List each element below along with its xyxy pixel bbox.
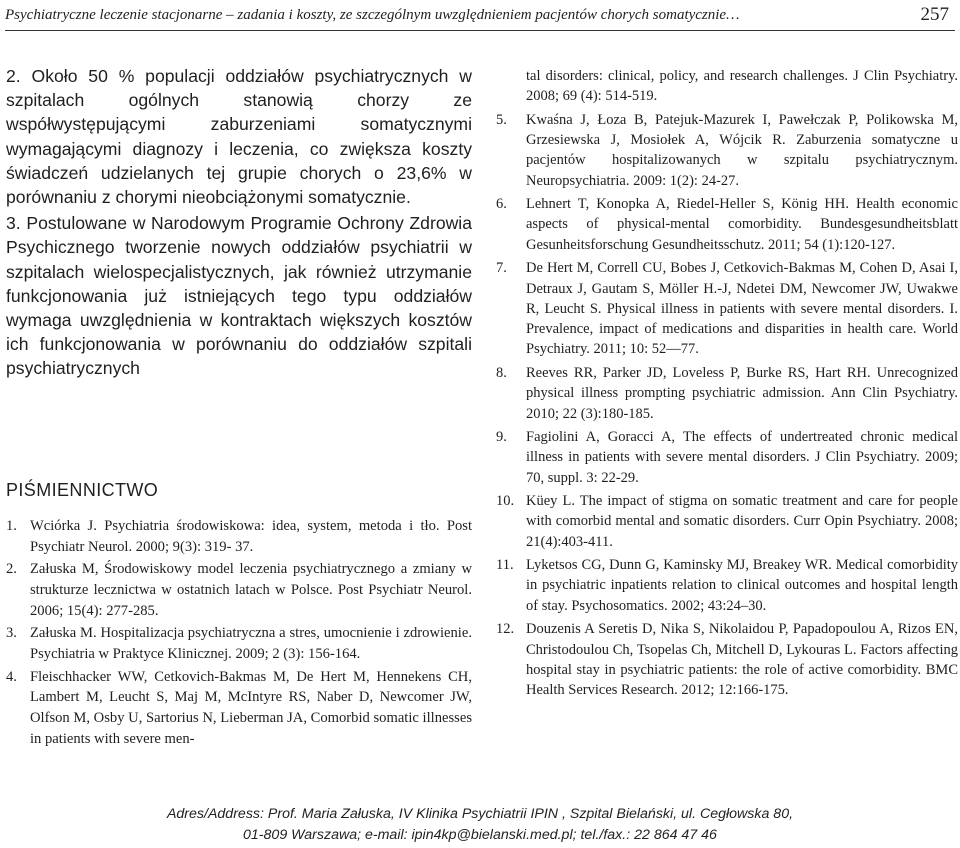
reference-number: 8. (496, 364, 507, 381)
reference-text: Douzenis A Seretis D, Nika S, Nikolaidou P, Papadopoulou A, Rizos EN, Christodoulou Ch, Tsopelas Ch, Mitchell D, Lykouras L. Factors affecting hospital stay in psychiatric patients: the role of active comorbidity. BMC Health Services Research. 2012; 12:166-175. (526, 621, 958, 699)
reference-number: 1. (6, 518, 17, 534)
reference-number: 2. (6, 561, 17, 578)
reference-number: 11. (496, 557, 514, 574)
references-list-left (6, 516, 472, 749)
reference-item (6, 516, 472, 557)
reference-text: Lehnert T, Konopka A, Riedel-Heller S, König HH. Health economic aspects of physical-mental comorbidity. Bundesgesundheitsblatt Gesunheitsforschung Gesundheitsschutz. 2011; 54 (1):120-127. (526, 196, 958, 253)
reference-item (496, 427, 958, 488)
reference-text: Reeves RR, Parker JD, Loveless P, Burke RS, Hart RH. Unrecognized physical illness prompting psychiatric admission. Ann Clin Psychiatry. 2010; 22 (3):180-185. (526, 364, 958, 422)
running-header (5, 2, 955, 28)
point-text: Około 50 % populacji oddziałów psychiatrycznych w szpitalach ogólnych stanowią chorzy ze współwystępującymi zaburzeniami somatycznymi wymagającymi diagnozy i leczenia, co zwiększa koszty świadczeń udzielanych tej grupie chorych o 23,6% w porównaniu z chorymi nieobciążonymi somatycznie. (6, 66, 472, 208)
reference-text: Kwaśna J, Łoza B, Patejuk-Mazurek I, Pawełczak P, Polikowska M, Grzesiewska J, Mosiołek A, Wójcik R. Zaburzenia somatyczne u pacjentów hospitalizowanych w szpitalu psychiatrycznym. Neuropsychiatria. 2009: 1(2): 24-27. (526, 111, 958, 189)
running-title: Psychiatryczne leczenie stacjonarne – zadania i koszty, ze szczególnym uwzględnieniem pacjentów chorych somatycznie… (5, 7, 740, 23)
reference-text: Wciórka J. Psychiatria środowiskowa: idea, system, metoda i tło. Post Psychiatr Neurol. 2000; 9(3): 319- 37. (30, 518, 472, 555)
point-text: Postulowane w Narodowym Programie Ochrony Zdrowia Psychicznego tworzenie nowych oddziałów psychiatrii w szpitalach wielospecjalistycznych, jak również utrzymanie funkcjonowania już istniejących tego typu oddziałów wymaga uwzględnienia w kontraktach większych kosztów ich funkcjonowania w porównaniu do oddziałów szpitali psychiatrycznych (6, 213, 473, 379)
reference-item (6, 623, 472, 664)
reference-number: 7. (496, 260, 507, 277)
reference-item (6, 559, 472, 621)
reference-text: Załuska M, Środowiskowy model leczenia psychiatrycznego a zmiany w strukturze lecznictwa w ostatnich latach w Polsce. Post Psychiatr Neurol. 2006; 15(4): 277-285. (30, 561, 472, 619)
reference-text: Küey L. The impact of stigma on somatic treatment and care for people with comorbid mental and somatic disorders. Curr Opin Psychiatry. 2008; 21(4):403-411. (526, 493, 958, 550)
reference-text: Załuska M. Hospitalizacja psychiatryczna a stres, umocnienie i zdrowienie. Psychiatria w Praktyce Klinicznej. 2009; 2 (3): 156-164. (30, 625, 472, 662)
reference-number: 5. (496, 111, 507, 128)
reference-item (496, 555, 958, 616)
reference-item (496, 363, 958, 424)
reference-text: Lyketsos CG, Dunn G, Kaminsky MJ, Breakey WR. Medical comorbidity in psychiatric inpatients relation to clinical outcomes and hospital length of stay. Psychosomatics. 2002; 43:24–30. (526, 557, 958, 614)
reference-item (496, 619, 958, 700)
address-footer (0, 804, 960, 846)
page-number: 257 (920, 4, 949, 25)
reference-item (496, 110, 958, 191)
reference-text: Fagiolini A, Goracci A, The effects of undertreated chronic medical illness in patients with severe mental disorders. J Clin Psychiatry. 2009; 70, suppl. 3: 22-29. (526, 428, 958, 486)
reference-number: 9. (496, 428, 507, 445)
header-rule (5, 30, 955, 31)
reference-number: 10. (496, 493, 515, 510)
reference-item (496, 258, 958, 359)
conclusion-point (6, 64, 472, 209)
reference-text: Fleischhacker WW, Cetkovich-Bakmas M, De Hert M, Hennekens CH, Lambert M, Leucht S, Maj M, McIntyre RS, Naber D, Newcomer JW, Olfson M, Osby U, Sartorius N, Lieberman JA, Comorbid somatic illnesses in patients with severe men- (30, 668, 472, 747)
point-number: 3. (6, 213, 21, 234)
point-number: 2. (6, 66, 21, 86)
left-column (6, 64, 472, 381)
reference-number: 4. (6, 668, 17, 685)
reference-item (6, 667, 472, 749)
reference-number: 6. (496, 196, 507, 213)
reference-item (496, 491, 958, 552)
right-column (496, 66, 958, 700)
reference-number: 3. (6, 625, 17, 642)
reference-item (496, 194, 958, 255)
address-line-2: 01-809 Warszawa; e-mail: ipin4kp@bielanski.med.pl; tel./fax.: 22 864 47 46 (243, 827, 717, 843)
reference-text: De Hert M, Correll CU, Bobes J, Cetkovich-Bakmas M, Cohen D, Asai I, Detraux J, Gautam S, Möller H.-J, Ndetei DM, Newcomer JW, Uwakwe R, Leucht S. Physical illness in patients with severe mental disorders. I. Prevalence, impact of medications and disparities in health care. World Psychiatry. 2011; 10: 52—77. (526, 260, 958, 358)
conclusion-point (6, 211, 472, 380)
references-heading: PIŚMIENNICTWO (6, 480, 159, 500)
reference-continuation: tal disorders: clinical, policy, and research challenges. J Clin Psychiatry. 2008; 69 (4): 514-519. (526, 68, 958, 105)
reference-number: 12. (496, 621, 515, 638)
address-line-1: Adres/Address: Prof. Maria Załuska, IV Klinika Psychiatrii IPIN , Szpital Bielański, ul. Cegłowska 80, (166, 806, 794, 822)
